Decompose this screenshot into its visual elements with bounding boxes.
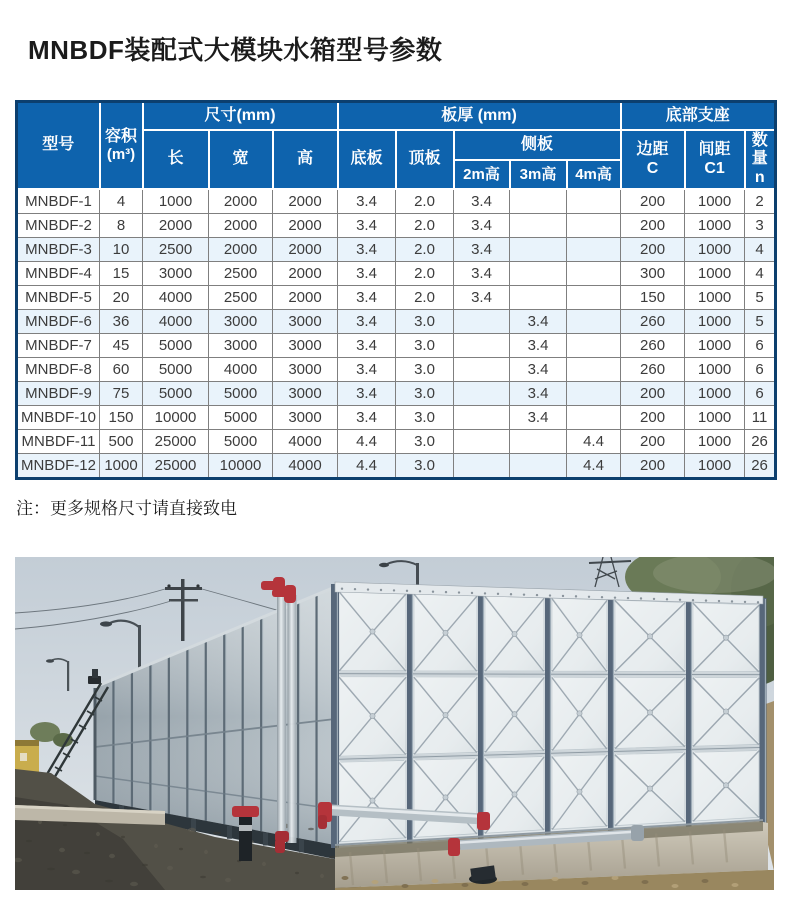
cell-s4m bbox=[567, 382, 621, 406]
cell-length: 3000 bbox=[143, 262, 209, 286]
cell-s4m: 4.4 bbox=[567, 430, 621, 454]
cell-bottom: 3.4 bbox=[338, 238, 396, 262]
cell-s3m bbox=[510, 214, 567, 238]
cell-c: 200 bbox=[621, 189, 685, 214]
cell-length: 2500 bbox=[143, 238, 209, 262]
cell-s2m bbox=[454, 454, 510, 479]
cell-width: 10000 bbox=[209, 454, 273, 479]
cell-c1: 1000 bbox=[685, 454, 745, 479]
cell-width: 2500 bbox=[209, 262, 273, 286]
cell-n: 6 bbox=[745, 382, 776, 406]
cell-volume: 500 bbox=[100, 430, 143, 454]
cell-top: 3.0 bbox=[396, 406, 454, 430]
cell-length: 10000 bbox=[143, 406, 209, 430]
cell-bottom: 3.4 bbox=[338, 310, 396, 334]
cell-s4m bbox=[567, 286, 621, 310]
cell-s4m bbox=[567, 214, 621, 238]
cell-c1: 1000 bbox=[685, 214, 745, 238]
spacing-label: 间距 bbox=[698, 141, 731, 159]
cell-model: MNBDF-10 bbox=[17, 406, 100, 430]
cell-n: 4 bbox=[745, 262, 776, 286]
cell-c: 200 bbox=[621, 382, 685, 406]
cell-s4m bbox=[567, 406, 621, 430]
cell-volume: 45 bbox=[100, 334, 143, 358]
cell-s3m bbox=[510, 238, 567, 262]
cell-model: MNBDF-11 bbox=[17, 430, 100, 454]
table-row bbox=[17, 454, 776, 479]
group-header-support: 底部支座 bbox=[621, 102, 776, 131]
cell-top: 2.0 bbox=[396, 262, 454, 286]
cell-n: 3 bbox=[745, 214, 776, 238]
cell-s3m: 3.4 bbox=[510, 334, 567, 358]
volume-label: 容积 bbox=[104, 127, 137, 145]
cell-s3m bbox=[510, 430, 567, 454]
cell-s2m: 3.4 bbox=[454, 214, 510, 238]
edge-symbol: C bbox=[646, 159, 659, 177]
col-header-spacing-c1 bbox=[685, 130, 745, 189]
cell-c: 260 bbox=[621, 334, 685, 358]
cell-c1: 1000 bbox=[685, 189, 745, 214]
cell-length: 5000 bbox=[143, 382, 209, 406]
col-header-edge-c bbox=[621, 130, 685, 189]
cell-height: 2000 bbox=[273, 262, 338, 286]
cell-c1: 1000 bbox=[685, 262, 745, 286]
page-title: MNBDF装配式大模块水箱型号参数 bbox=[28, 35, 443, 65]
cell-width: 2000 bbox=[209, 238, 273, 262]
cell-c: 200 bbox=[621, 454, 685, 479]
cell-width: 5000 bbox=[209, 382, 273, 406]
cell-length: 4000 bbox=[143, 310, 209, 334]
cell-s3m: 3.4 bbox=[510, 358, 567, 382]
cell-volume: 60 bbox=[100, 358, 143, 382]
cell-top: 2.0 bbox=[396, 214, 454, 238]
group-header-thickness: 板厚 (mm) bbox=[338, 102, 621, 131]
table-row bbox=[17, 214, 776, 238]
cell-top: 3.0 bbox=[396, 382, 454, 406]
cell-width: 2000 bbox=[209, 189, 273, 214]
cell-bottom: 3.4 bbox=[338, 382, 396, 406]
cell-s2m: 3.4 bbox=[454, 262, 510, 286]
col-header-height: 高 bbox=[273, 130, 338, 189]
cell-c1: 1000 bbox=[685, 286, 745, 310]
cell-c: 300 bbox=[621, 262, 685, 286]
table-row bbox=[17, 382, 776, 406]
cell-s4m bbox=[567, 334, 621, 358]
table-row bbox=[17, 189, 776, 214]
cell-length: 1000 bbox=[143, 189, 209, 214]
cell-width: 2500 bbox=[209, 286, 273, 310]
table-row bbox=[17, 238, 776, 262]
cell-volume: 15 bbox=[100, 262, 143, 286]
cell-c1: 1000 bbox=[685, 382, 745, 406]
cell-top: 3.0 bbox=[396, 310, 454, 334]
cell-c1: 1000 bbox=[685, 430, 745, 454]
cell-top: 3.0 bbox=[396, 430, 454, 454]
cell-length: 5000 bbox=[143, 358, 209, 382]
col-header-volume bbox=[100, 102, 143, 190]
col-header-side-4m: 4m高 bbox=[567, 160, 621, 189]
cell-height: 3000 bbox=[273, 334, 338, 358]
col-header-length: 长 bbox=[143, 130, 209, 189]
cell-n: 2 bbox=[745, 189, 776, 214]
col-header-model: 型号 bbox=[17, 102, 100, 190]
cell-bottom: 3.4 bbox=[338, 406, 396, 430]
qty-symbol: n bbox=[754, 168, 765, 186]
cell-model: MNBDF-4 bbox=[17, 262, 100, 286]
cell-s3m bbox=[510, 454, 567, 479]
cell-bottom: 3.4 bbox=[338, 334, 396, 358]
cell-bottom: 3.4 bbox=[338, 358, 396, 382]
cell-length: 2000 bbox=[143, 214, 209, 238]
cell-model: MNBDF-9 bbox=[17, 382, 100, 406]
cell-s3m: 3.4 bbox=[510, 382, 567, 406]
cell-model: MNBDF-12 bbox=[17, 454, 100, 479]
note-text: 注：更多规格尺寸请直接致电 bbox=[16, 499, 237, 518]
cell-model: MNBDF-8 bbox=[17, 358, 100, 382]
cell-c: 200 bbox=[621, 406, 685, 430]
cell-height: 3000 bbox=[273, 382, 338, 406]
cell-height: 3000 bbox=[273, 406, 338, 430]
cell-c1: 1000 bbox=[685, 310, 745, 334]
cell-length: 25000 bbox=[143, 430, 209, 454]
table-row bbox=[17, 262, 776, 286]
cell-top: 2.0 bbox=[396, 189, 454, 214]
cell-height: 2000 bbox=[273, 214, 338, 238]
cell-top: 3.0 bbox=[396, 334, 454, 358]
water-tank-photo bbox=[15, 557, 774, 890]
cell-bottom: 4.4 bbox=[338, 454, 396, 479]
cell-n: 11 bbox=[745, 406, 776, 430]
spec-table bbox=[15, 100, 774, 480]
cell-c: 150 bbox=[621, 286, 685, 310]
table-row bbox=[17, 334, 776, 358]
cell-s3m bbox=[510, 286, 567, 310]
cell-width: 3000 bbox=[209, 310, 273, 334]
cell-model: MNBDF-1 bbox=[17, 189, 100, 214]
cell-width: 3000 bbox=[209, 334, 273, 358]
cell-s2m bbox=[454, 310, 510, 334]
cell-s3m: 3.4 bbox=[510, 406, 567, 430]
cell-s4m bbox=[567, 310, 621, 334]
cell-model: MNBDF-3 bbox=[17, 238, 100, 262]
cell-height: 3000 bbox=[273, 358, 338, 382]
cell-length: 5000 bbox=[143, 334, 209, 358]
cell-c1: 1000 bbox=[685, 406, 745, 430]
col-header-side-2m: 2m高 bbox=[454, 160, 510, 189]
col-header-width: 宽 bbox=[209, 130, 273, 189]
spacing-symbol: C1 bbox=[704, 159, 725, 177]
cell-n: 4 bbox=[745, 238, 776, 262]
cell-volume: 1000 bbox=[100, 454, 143, 479]
cell-s4m bbox=[567, 358, 621, 382]
cell-height: 4000 bbox=[273, 454, 338, 479]
col-header-top-plate: 顶板 bbox=[396, 130, 454, 189]
cell-s4m bbox=[567, 262, 621, 286]
cell-top: 2.0 bbox=[396, 286, 454, 310]
cell-c: 260 bbox=[621, 310, 685, 334]
cell-n: 6 bbox=[745, 358, 776, 382]
cell-top: 3.0 bbox=[396, 358, 454, 382]
cell-bottom: 4.4 bbox=[338, 430, 396, 454]
cell-s2m bbox=[454, 334, 510, 358]
cell-volume: 150 bbox=[100, 406, 143, 430]
cell-c: 260 bbox=[621, 358, 685, 382]
col-header-side-3m: 3m高 bbox=[510, 160, 567, 189]
cell-top: 2.0 bbox=[396, 238, 454, 262]
cell-s3m: 3.4 bbox=[510, 310, 567, 334]
volume-unit: (m³) bbox=[106, 146, 136, 164]
cell-c: 200 bbox=[621, 238, 685, 262]
cell-s2m: 3.4 bbox=[454, 286, 510, 310]
cell-volume: 10 bbox=[100, 238, 143, 262]
cell-bottom: 3.4 bbox=[338, 262, 396, 286]
cell-width: 2000 bbox=[209, 214, 273, 238]
cell-s4m: 4.4 bbox=[567, 454, 621, 479]
cell-n: 26 bbox=[745, 454, 776, 479]
cell-c: 200 bbox=[621, 214, 685, 238]
cell-s2m bbox=[454, 430, 510, 454]
cell-volume: 36 bbox=[100, 310, 143, 334]
cell-c1: 1000 bbox=[685, 358, 745, 382]
cell-n: 5 bbox=[745, 286, 776, 310]
cell-height: 2000 bbox=[273, 238, 338, 262]
group-header-side-plate: 侧板 bbox=[454, 130, 621, 160]
cell-volume: 4 bbox=[100, 189, 143, 214]
cell-volume: 20 bbox=[100, 286, 143, 310]
cell-width: 5000 bbox=[209, 430, 273, 454]
cell-length: 25000 bbox=[143, 454, 209, 479]
cell-s2m bbox=[454, 406, 510, 430]
riser-pipe bbox=[277, 591, 286, 843]
cell-s3m bbox=[510, 262, 567, 286]
cell-width: 5000 bbox=[209, 406, 273, 430]
cell-bottom: 3.4 bbox=[338, 189, 396, 214]
table-row bbox=[17, 310, 776, 334]
cell-top: 3.0 bbox=[396, 454, 454, 479]
cell-s4m bbox=[567, 238, 621, 262]
qty-label: 数量 bbox=[751, 131, 768, 168]
cell-bottom: 3.4 bbox=[338, 286, 396, 310]
table-row bbox=[17, 430, 776, 454]
cell-model: MNBDF-6 bbox=[17, 310, 100, 334]
tank-front-wall bbox=[335, 582, 765, 848]
cell-volume: 75 bbox=[100, 382, 143, 406]
cell-s2m bbox=[454, 358, 510, 382]
cell-height: 2000 bbox=[273, 286, 338, 310]
cell-c: 200 bbox=[621, 430, 685, 454]
cell-model: MNBDF-7 bbox=[17, 334, 100, 358]
cell-c1: 1000 bbox=[685, 334, 745, 358]
cell-c1: 1000 bbox=[685, 238, 745, 262]
table-row bbox=[17, 286, 776, 310]
cell-n: 26 bbox=[745, 430, 776, 454]
cell-n: 5 bbox=[745, 310, 776, 334]
cell-s4m bbox=[567, 189, 621, 214]
model-parameter-table bbox=[15, 100, 777, 480]
cell-height: 3000 bbox=[273, 310, 338, 334]
cell-height: 4000 bbox=[273, 430, 338, 454]
cell-bottom: 3.4 bbox=[338, 214, 396, 238]
cell-s2m: 3.4 bbox=[454, 189, 510, 214]
group-header-size: 尺寸(mm) bbox=[143, 102, 338, 131]
table-row bbox=[17, 406, 776, 430]
col-header-qty-n bbox=[745, 130, 776, 189]
cell-volume: 8 bbox=[100, 214, 143, 238]
edge-label: 边距 bbox=[636, 141, 669, 159]
table-row bbox=[17, 358, 776, 382]
cell-height: 2000 bbox=[273, 189, 338, 214]
cell-s2m: 3.4 bbox=[454, 238, 510, 262]
col-header-bottom-plate: 底板 bbox=[338, 130, 396, 189]
cell-width: 4000 bbox=[209, 358, 273, 382]
cell-s3m bbox=[510, 189, 567, 214]
cell-s2m bbox=[454, 382, 510, 406]
cell-model: MNBDF-5 bbox=[17, 286, 100, 310]
cell-n: 6 bbox=[745, 334, 776, 358]
cell-model: MNBDF-2 bbox=[17, 214, 100, 238]
cell-length: 4000 bbox=[143, 286, 209, 310]
